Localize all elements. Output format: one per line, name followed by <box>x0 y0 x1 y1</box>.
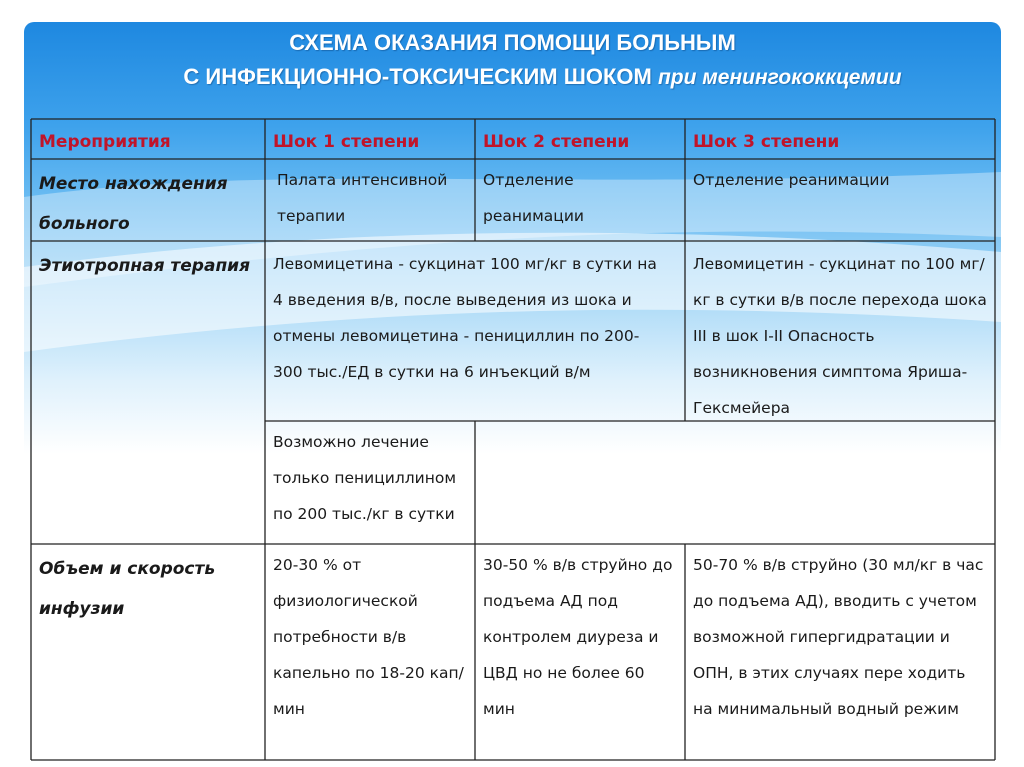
slide-title-line1: СХЕМА ОКАЗАНИЯ ПОМОЩИ БОЛЬНЫМ <box>289 30 736 55</box>
cell-etiotropic-shock-3: Левомицетин - сукцинат по 100 мг/кг в сутки в/в после перехода шока III в шок I-II Опасность возникновения симптома Яриша-Гексмейера <box>693 255 987 417</box>
cell-location-shock-1: Палата интенсивной терапии <box>277 171 448 225</box>
header-activities: Мероприятия <box>39 132 171 152</box>
slide-title-main: С ИНФЕКЦИОННО-ТОКСИЧЕСКИМ ШОКОМ <box>183 64 652 89</box>
cell-infusion-shock-3: 50-70 % в/в струйно (30 мл/кг в час до подъема АД), вводить с учетом возможной гипергидратации и ОПН, в этих случаях пере ходить на минимальный водный режим <box>693 556 984 718</box>
cell-etiotropic-alternative: Возможно лечение только пенициллином по 200 тыс./кг в сутки <box>273 433 457 523</box>
cell-infusion-shock-2: 30-50 % в/в струйно до подъема АД под контролем диуреза и ЦВД но не более 60 мин <box>483 556 673 718</box>
cell-location-shock-3: Отделение реанимации <box>693 171 890 189</box>
row-label-location: Место нахождения больного <box>39 174 228 234</box>
header-shock-3: Шок 3 степени <box>693 132 840 152</box>
cell-location-shock-2: Отделение реанимации <box>483 171 584 225</box>
cell-etiotropic-shock-1-2: Левомицетина - сукцинат 100 мг/кг в сутки на 4 введения в/в, после выведения из шока и отмены левомицетина - пенициллин по 200-300 тыс./ЕД в сутки на 6 инъекций в/м <box>273 255 657 381</box>
row-label-etiotropic: Этиотропная терапия <box>39 256 251 276</box>
cell-infusion-shock-1: 20-30 % от физиологической потребности в/в капельно по 18-20 кап/мин <box>273 556 464 718</box>
header-shock-2: Шок 2 степени <box>483 132 630 152</box>
header-shock-1: Шок 1 степени <box>273 132 420 152</box>
slide-title-italic: при менингококкцемии <box>657 66 902 89</box>
row-label-infusion: Объем и скорость инфузии <box>39 559 216 619</box>
